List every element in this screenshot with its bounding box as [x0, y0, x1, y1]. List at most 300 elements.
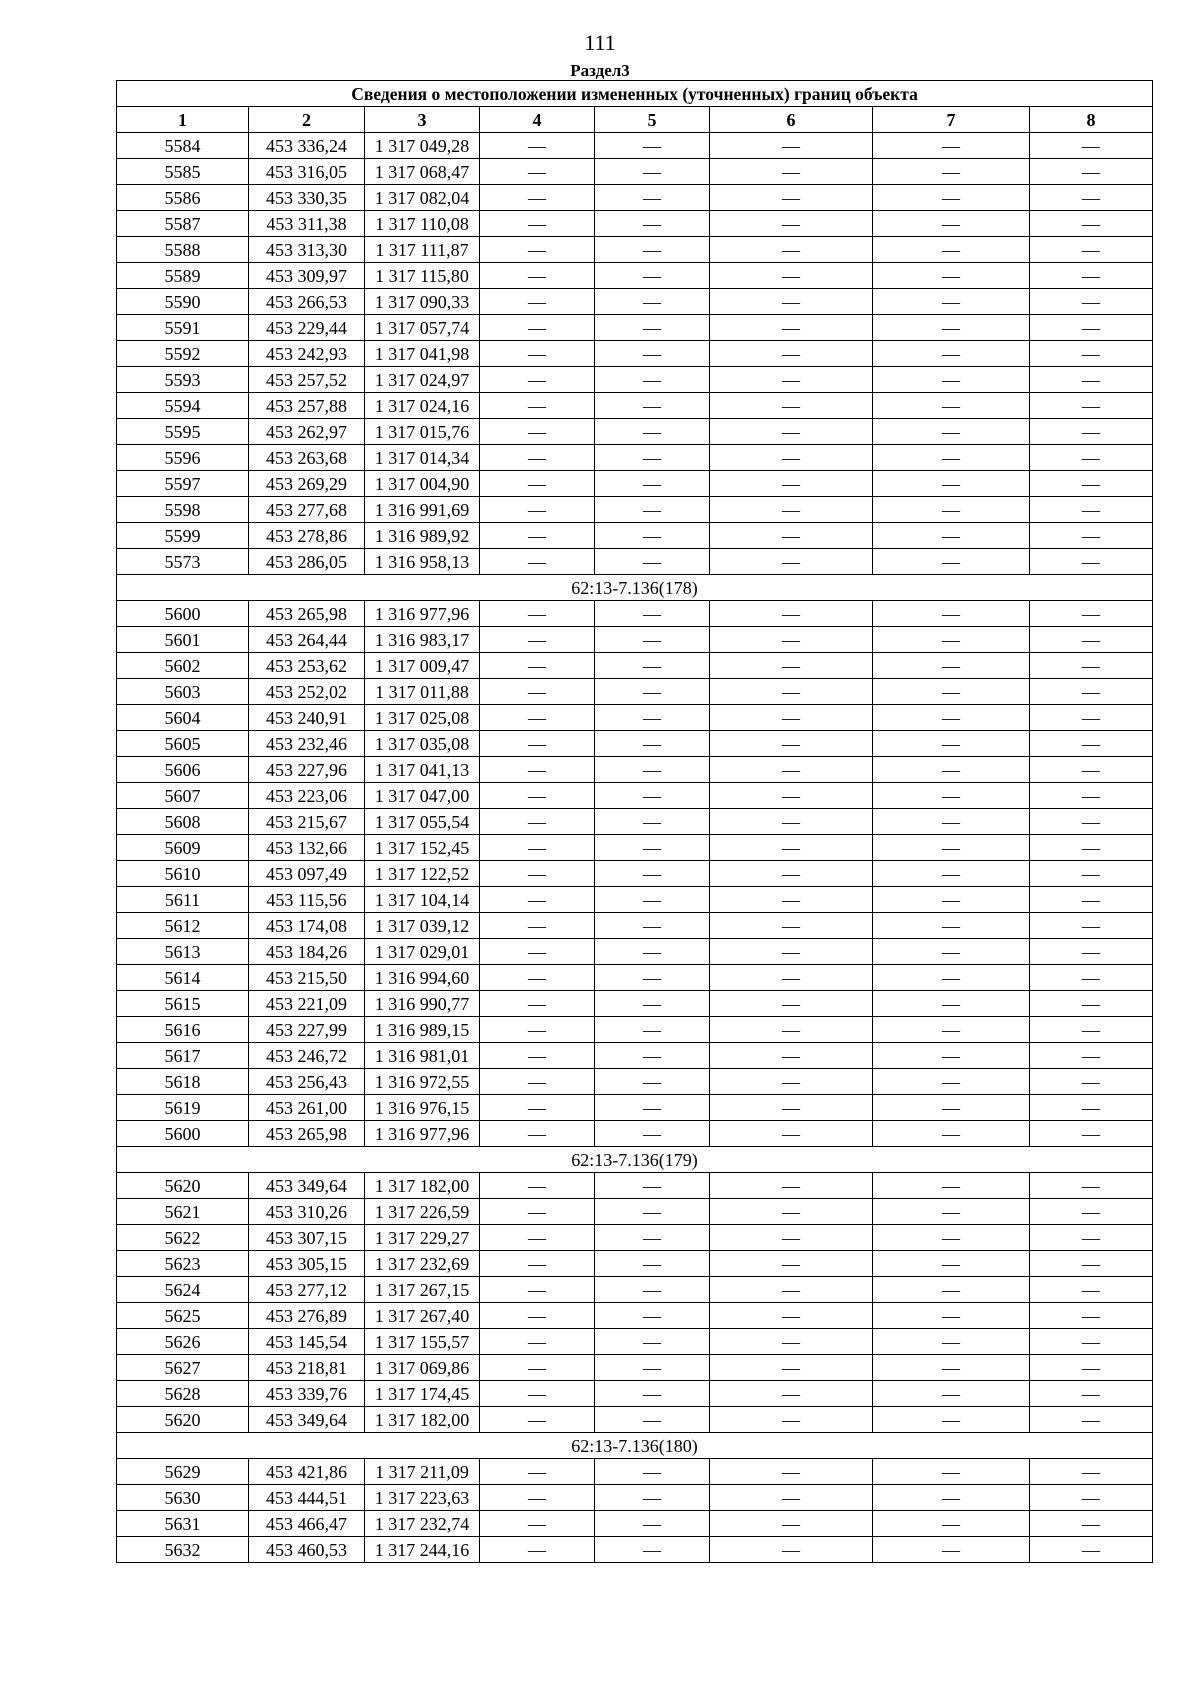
empty-value-dash: — [595, 1485, 710, 1511]
x-coordinate-cell: 453 265,98 [249, 1121, 365, 1147]
empty-value-dash: — [480, 1381, 595, 1407]
y-coordinate-cell: 1 317 039,12 [365, 913, 480, 939]
empty-value-dash: — [595, 159, 710, 185]
y-coordinate-cell: 1 317 110,08 [365, 211, 480, 237]
empty-value-dash: — [480, 159, 595, 185]
y-coordinate-cell: 1 317 069,86 [365, 1355, 480, 1381]
table-row [117, 809, 1153, 835]
empty-value-dash: — [595, 1199, 710, 1225]
empty-value-dash: — [480, 315, 595, 341]
empty-value-dash: — [710, 1069, 873, 1095]
empty-value-dash: — [480, 263, 595, 289]
y-coordinate-cell: 1 317 011,88 [365, 679, 480, 705]
point-number-cell: 5600 [117, 601, 249, 627]
empty-value-dash: — [480, 1173, 595, 1199]
empty-value-dash: — [480, 913, 595, 939]
y-coordinate-cell: 1 316 972,55 [365, 1069, 480, 1095]
table-caption-row [117, 81, 1153, 107]
empty-value-dash: — [873, 523, 1030, 549]
x-coordinate-cell: 453 266,53 [249, 289, 365, 315]
point-number-cell: 5590 [117, 289, 249, 315]
empty-value-dash: — [710, 497, 873, 523]
empty-value-dash: — [710, 1381, 873, 1407]
empty-value-dash: — [480, 627, 595, 653]
empty-value-dash: — [873, 783, 1030, 809]
empty-value-dash: — [710, 523, 873, 549]
x-coordinate-cell: 453 252,02 [249, 679, 365, 705]
point-number-cell: 5604 [117, 705, 249, 731]
y-coordinate-cell: 1 316 983,17 [365, 627, 480, 653]
table-row [117, 289, 1153, 315]
table-row [117, 1069, 1153, 1095]
table-row [117, 731, 1153, 757]
empty-value-dash: — [595, 445, 710, 471]
empty-value-dash: — [595, 419, 710, 445]
point-number-cell: 5586 [117, 185, 249, 211]
point-number-cell: 5595 [117, 419, 249, 445]
empty-value-dash: — [710, 289, 873, 315]
empty-value-dash: — [873, 1173, 1030, 1199]
empty-value-dash: — [710, 1251, 873, 1277]
group-label: 62:13-7.136(180) [117, 1433, 1153, 1459]
table-row [117, 1381, 1153, 1407]
empty-value-dash: — [710, 393, 873, 419]
x-coordinate-cell: 453 316,05 [249, 159, 365, 185]
y-coordinate-cell: 1 317 025,08 [365, 705, 480, 731]
empty-value-dash: — [1030, 1251, 1153, 1277]
table-row [117, 159, 1153, 185]
x-coordinate-cell: 453 229,44 [249, 315, 365, 341]
y-coordinate-cell: 1 317 004,90 [365, 471, 480, 497]
point-number-cell: 5607 [117, 783, 249, 809]
table-row [117, 1303, 1153, 1329]
group-label: 62:13-7.136(179) [117, 1147, 1153, 1173]
empty-value-dash: — [710, 939, 873, 965]
empty-value-dash: — [710, 783, 873, 809]
empty-value-dash: — [1030, 809, 1153, 835]
point-number-cell: 5599 [117, 523, 249, 549]
x-coordinate-cell: 453 218,81 [249, 1355, 365, 1381]
y-coordinate-cell: 1 316 977,96 [365, 1121, 480, 1147]
point-number-cell: 5623 [117, 1251, 249, 1277]
x-coordinate-cell: 453 265,98 [249, 601, 365, 627]
empty-value-dash: — [1030, 1277, 1153, 1303]
empty-value-dash: — [595, 913, 710, 939]
y-coordinate-cell: 1 316 981,01 [365, 1043, 480, 1069]
point-number-cell: 5591 [117, 315, 249, 341]
empty-value-dash: — [1030, 1459, 1153, 1485]
empty-value-dash: — [595, 1537, 710, 1563]
empty-value-dash: — [710, 185, 873, 211]
empty-value-dash: — [480, 523, 595, 549]
x-coordinate-cell: 453 145,54 [249, 1329, 365, 1355]
table-row [117, 497, 1153, 523]
empty-value-dash: — [480, 731, 595, 757]
empty-value-dash: — [710, 861, 873, 887]
point-number-cell: 5627 [117, 1355, 249, 1381]
empty-value-dash: — [595, 133, 710, 159]
point-number-cell: 5596 [117, 445, 249, 471]
x-coordinate-cell: 453 264,44 [249, 627, 365, 653]
empty-value-dash: — [873, 913, 1030, 939]
empty-value-dash: — [873, 1277, 1030, 1303]
x-coordinate-cell: 453 184,26 [249, 939, 365, 965]
table-row [117, 341, 1153, 367]
empty-value-dash: — [873, 861, 1030, 887]
empty-value-dash: — [873, 1537, 1030, 1563]
empty-value-dash: — [595, 315, 710, 341]
empty-value-dash: — [480, 211, 595, 237]
empty-value-dash: — [1030, 1485, 1153, 1511]
empty-value-dash: — [1030, 1407, 1153, 1433]
empty-value-dash: — [595, 367, 710, 393]
table-caption: Сведения о местоположении измененных (уточненных) границ объекта [117, 81, 1153, 107]
empty-value-dash: — [595, 1277, 710, 1303]
empty-value-dash: — [480, 991, 595, 1017]
y-coordinate-cell: 1 317 041,98 [365, 341, 480, 367]
empty-value-dash: — [1030, 367, 1153, 393]
y-coordinate-cell: 1 317 267,40 [365, 1303, 480, 1329]
point-number-cell: 5587 [117, 211, 249, 237]
y-coordinate-cell: 1 317 111,87 [365, 237, 480, 263]
table-row [117, 471, 1153, 497]
x-coordinate-cell: 453 277,68 [249, 497, 365, 523]
empty-value-dash: — [873, 757, 1030, 783]
empty-value-dash: — [480, 1407, 595, 1433]
empty-value-dash: — [1030, 211, 1153, 237]
y-coordinate-cell: 1 317 267,15 [365, 1277, 480, 1303]
table-row [117, 367, 1153, 393]
table-row [117, 1277, 1153, 1303]
empty-value-dash: — [873, 887, 1030, 913]
empty-value-dash: — [595, 809, 710, 835]
empty-value-dash: — [710, 653, 873, 679]
table-row [117, 1329, 1153, 1355]
empty-value-dash: — [873, 211, 1030, 237]
empty-value-dash: — [595, 523, 710, 549]
empty-value-dash: — [1030, 445, 1153, 471]
table-row [117, 965, 1153, 991]
y-coordinate-cell: 1 317 155,57 [365, 1329, 480, 1355]
empty-value-dash: — [480, 1069, 595, 1095]
empty-value-dash: — [1030, 1095, 1153, 1121]
empty-value-dash: — [873, 393, 1030, 419]
column-header: 8 [1030, 107, 1153, 133]
empty-value-dash: — [1030, 237, 1153, 263]
empty-value-dash: — [873, 341, 1030, 367]
empty-value-dash: — [595, 549, 710, 575]
column-header: 3 [365, 107, 480, 133]
column-header: 4 [480, 107, 595, 133]
empty-value-dash: — [480, 783, 595, 809]
empty-value-dash: — [480, 601, 595, 627]
x-coordinate-cell: 453 349,64 [249, 1173, 365, 1199]
empty-value-dash: — [1030, 133, 1153, 159]
empty-value-dash: — [1030, 1381, 1153, 1407]
point-number-cell: 5592 [117, 341, 249, 367]
empty-value-dash: — [595, 679, 710, 705]
empty-value-dash: — [595, 341, 710, 367]
empty-value-dash: — [710, 965, 873, 991]
empty-value-dash: — [710, 627, 873, 653]
y-coordinate-cell: 1 317 068,47 [365, 159, 480, 185]
empty-value-dash: — [1030, 263, 1153, 289]
empty-value-dash: — [710, 1017, 873, 1043]
empty-value-dash: — [710, 1511, 873, 1537]
table-row [117, 1043, 1153, 1069]
point-number-cell: 5622 [117, 1225, 249, 1251]
table-row [117, 419, 1153, 445]
x-coordinate-cell: 453 339,76 [249, 1381, 365, 1407]
empty-value-dash: — [595, 627, 710, 653]
point-number-cell: 5625 [117, 1303, 249, 1329]
empty-value-dash: — [710, 757, 873, 783]
empty-value-dash: — [595, 1069, 710, 1095]
empty-value-dash: — [480, 653, 595, 679]
empty-value-dash: — [595, 653, 710, 679]
table-body [117, 133, 1153, 1563]
empty-value-dash: — [873, 835, 1030, 861]
point-number-cell: 5588 [117, 237, 249, 263]
empty-value-dash: — [480, 393, 595, 419]
empty-value-dash: — [480, 705, 595, 731]
empty-value-dash: — [1030, 913, 1153, 939]
group-row [117, 575, 1153, 601]
empty-value-dash: — [873, 1303, 1030, 1329]
y-coordinate-cell: 1 317 015,76 [365, 419, 480, 445]
table-row [117, 315, 1153, 341]
empty-value-dash: — [480, 419, 595, 445]
x-coordinate-cell: 453 262,97 [249, 419, 365, 445]
empty-value-dash: — [480, 1355, 595, 1381]
empty-value-dash: — [873, 1121, 1030, 1147]
point-number-cell: 5615 [117, 991, 249, 1017]
group-label: 62:13-7.136(178) [117, 575, 1153, 601]
empty-value-dash: — [1030, 731, 1153, 757]
group-row [117, 1147, 1153, 1173]
x-coordinate-cell: 453 240,91 [249, 705, 365, 731]
x-coordinate-cell: 453 311,38 [249, 211, 365, 237]
empty-value-dash: — [710, 1121, 873, 1147]
empty-value-dash: — [710, 1537, 873, 1563]
empty-value-dash: — [595, 1121, 710, 1147]
empty-value-dash: — [873, 1355, 1030, 1381]
y-coordinate-cell: 1 317 104,14 [365, 887, 480, 913]
x-coordinate-cell: 453 227,96 [249, 757, 365, 783]
empty-value-dash: — [710, 991, 873, 1017]
empty-value-dash: — [1030, 1537, 1153, 1563]
table-row [117, 237, 1153, 263]
empty-value-dash: — [1030, 1199, 1153, 1225]
point-number-cell: 5606 [117, 757, 249, 783]
empty-value-dash: — [710, 835, 873, 861]
x-coordinate-cell: 453 223,06 [249, 783, 365, 809]
x-coordinate-cell: 453 174,08 [249, 913, 365, 939]
empty-value-dash: — [710, 315, 873, 341]
point-number-cell: 5601 [117, 627, 249, 653]
table-row [117, 601, 1153, 627]
empty-value-dash: — [710, 1173, 873, 1199]
table-row [117, 1407, 1153, 1433]
empty-value-dash: — [595, 731, 710, 757]
column-header-row [117, 107, 1153, 133]
empty-value-dash: — [595, 601, 710, 627]
table-row [117, 185, 1153, 211]
empty-value-dash: — [480, 965, 595, 991]
y-coordinate-cell: 1 316 994,60 [365, 965, 480, 991]
empty-value-dash: — [595, 1303, 710, 1329]
table-row [117, 211, 1153, 237]
point-number-cell: 5629 [117, 1459, 249, 1485]
y-coordinate-cell: 1 317 055,54 [365, 809, 480, 835]
table-row [117, 445, 1153, 471]
table-row [117, 1199, 1153, 1225]
empty-value-dash: — [710, 679, 873, 705]
empty-value-dash: — [710, 1329, 873, 1355]
empty-value-dash: — [595, 705, 710, 731]
y-coordinate-cell: 1 317 041,13 [365, 757, 480, 783]
empty-value-dash: — [1030, 861, 1153, 887]
table-row [117, 523, 1153, 549]
empty-value-dash: — [710, 887, 873, 913]
empty-value-dash: — [873, 1485, 1030, 1511]
point-number-cell: 5632 [117, 1537, 249, 1563]
x-coordinate-cell: 453 227,99 [249, 1017, 365, 1043]
empty-value-dash: — [595, 887, 710, 913]
empty-value-dash: — [710, 1303, 873, 1329]
point-number-cell: 5610 [117, 861, 249, 887]
table-row [117, 991, 1153, 1017]
empty-value-dash: — [480, 237, 595, 263]
x-coordinate-cell: 453 277,12 [249, 1277, 365, 1303]
empty-value-dash: — [595, 289, 710, 315]
y-coordinate-cell: 1 316 977,96 [365, 601, 480, 627]
table-row [117, 1121, 1153, 1147]
point-number-cell: 5584 [117, 133, 249, 159]
x-coordinate-cell: 453 263,68 [249, 445, 365, 471]
table-row [117, 627, 1153, 653]
column-header: 6 [710, 107, 873, 133]
empty-value-dash: — [595, 835, 710, 861]
empty-value-dash: — [873, 1251, 1030, 1277]
table-row [117, 1251, 1153, 1277]
point-number-cell: 5602 [117, 653, 249, 679]
empty-value-dash: — [710, 237, 873, 263]
point-number-cell: 5600 [117, 1121, 249, 1147]
empty-value-dash: — [710, 1407, 873, 1433]
point-number-cell: 5620 [117, 1407, 249, 1433]
table-row [117, 939, 1153, 965]
empty-value-dash: — [480, 1277, 595, 1303]
x-coordinate-cell: 453 232,46 [249, 731, 365, 757]
x-coordinate-cell: 453 246,72 [249, 1043, 365, 1069]
empty-value-dash: — [595, 783, 710, 809]
y-coordinate-cell: 1 317 009,47 [365, 653, 480, 679]
x-coordinate-cell: 453 256,43 [249, 1069, 365, 1095]
empty-value-dash: — [710, 1095, 873, 1121]
empty-value-dash: — [710, 367, 873, 393]
x-coordinate-cell: 453 349,64 [249, 1407, 365, 1433]
empty-value-dash: — [873, 263, 1030, 289]
y-coordinate-cell: 1 317 024,16 [365, 393, 480, 419]
empty-value-dash: — [1030, 159, 1153, 185]
empty-value-dash: — [480, 757, 595, 783]
y-coordinate-cell: 1 317 232,74 [365, 1511, 480, 1537]
empty-value-dash: — [873, 679, 1030, 705]
empty-value-dash: — [595, 471, 710, 497]
empty-value-dash: — [1030, 1511, 1153, 1537]
empty-value-dash: — [595, 1173, 710, 1199]
table-row [117, 133, 1153, 159]
empty-value-dash: — [1030, 1043, 1153, 1069]
point-number-cell: 5585 [117, 159, 249, 185]
empty-value-dash: — [710, 419, 873, 445]
table-row [117, 1095, 1153, 1121]
empty-value-dash: — [710, 445, 873, 471]
point-number-cell: 5594 [117, 393, 249, 419]
y-coordinate-cell: 1 317 024,97 [365, 367, 480, 393]
x-coordinate-cell: 453 132,66 [249, 835, 365, 861]
point-number-cell: 5611 [117, 887, 249, 913]
table-row [117, 705, 1153, 731]
empty-value-dash: — [480, 939, 595, 965]
empty-value-dash: — [595, 1043, 710, 1069]
y-coordinate-cell: 1 317 232,69 [365, 1251, 480, 1277]
table-row [117, 913, 1153, 939]
empty-value-dash: — [710, 809, 873, 835]
column-header: 5 [595, 107, 710, 133]
page-number: 111 [584, 30, 616, 55]
empty-value-dash: — [710, 731, 873, 757]
empty-value-dash: — [873, 1069, 1030, 1095]
empty-value-dash: — [873, 419, 1030, 445]
empty-value-dash: — [480, 367, 595, 393]
empty-value-dash: — [480, 133, 595, 159]
point-number-cell: 5593 [117, 367, 249, 393]
empty-value-dash: — [1030, 1173, 1153, 1199]
x-coordinate-cell: 453 313,30 [249, 237, 365, 263]
empty-value-dash: — [480, 497, 595, 523]
point-number-cell: 5614 [117, 965, 249, 991]
x-coordinate-cell: 453 269,29 [249, 471, 365, 497]
empty-value-dash: — [595, 1329, 710, 1355]
empty-value-dash: — [480, 1225, 595, 1251]
table-row [117, 835, 1153, 861]
x-coordinate-cell: 453 115,56 [249, 887, 365, 913]
y-coordinate-cell: 1 317 244,16 [365, 1537, 480, 1563]
x-coordinate-cell: 453 286,05 [249, 549, 365, 575]
empty-value-dash: — [1030, 1121, 1153, 1147]
empty-value-dash: — [1030, 393, 1153, 419]
empty-value-dash: — [710, 549, 873, 575]
column-header: 2 [249, 107, 365, 133]
point-number-cell: 5626 [117, 1329, 249, 1355]
table-row [117, 861, 1153, 887]
point-number-cell: 5573 [117, 549, 249, 575]
point-number-cell: 5618 [117, 1069, 249, 1095]
empty-value-dash: — [710, 471, 873, 497]
empty-value-dash: — [873, 549, 1030, 575]
table-row [117, 1485, 1153, 1511]
section-title: Раздел3 [570, 61, 630, 80]
empty-value-dash: — [873, 445, 1030, 471]
point-number-cell: 5617 [117, 1043, 249, 1069]
empty-value-dash: — [480, 835, 595, 861]
x-coordinate-cell: 453 278,86 [249, 523, 365, 549]
empty-value-dash: — [480, 185, 595, 211]
table-row [117, 1537, 1153, 1563]
column-header: 1 [117, 107, 249, 133]
